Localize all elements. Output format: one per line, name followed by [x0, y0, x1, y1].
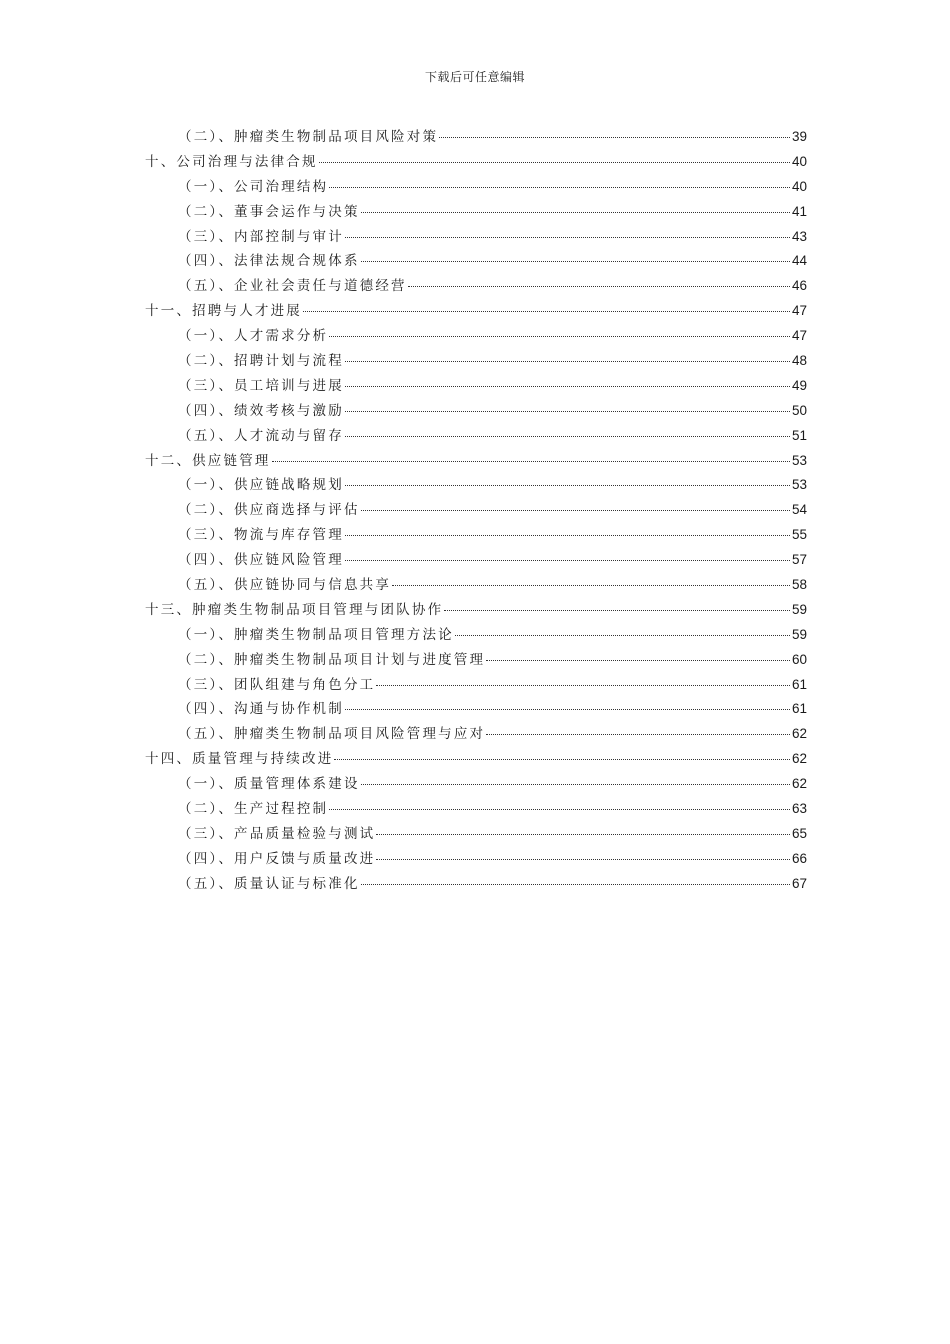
toc-section-entry[interactable]: [145, 673, 807, 698]
toc-page-number: 40: [791, 178, 807, 194]
toc-dot-leader: [319, 162, 790, 163]
toc-dot-leader: [376, 834, 790, 835]
toc-entry-title: 十、公司治理与法律合规: [145, 153, 318, 170]
toc-entry-title: （三）、物流与库存管理: [178, 527, 344, 544]
toc-section-entry[interactable]: [145, 399, 807, 424]
toc-dot-leader: [455, 635, 790, 636]
toc-page-number: 39: [791, 129, 807, 144]
toc-entry-title: （二）、生产过程控制: [178, 801, 329, 818]
toc-page-number: 57: [791, 552, 807, 568]
toc-dot-leader: [345, 485, 790, 486]
toc-page-number: 62: [791, 751, 807, 767]
toc-page-number: 47: [791, 303, 807, 319]
toc-entry-title: 十二、供应链管理: [145, 452, 271, 469]
toc-dot-leader: [361, 784, 790, 785]
toc-entry-title: （三）、团队组建与角色分工: [178, 676, 376, 693]
toc-section-entry[interactable]: [145, 548, 807, 573]
toc-entry-title: 十一、招聘与人才进展: [145, 303, 302, 320]
toc-dot-leader: [486, 660, 790, 661]
toc-entry-title: （五）、企业社会责任与道德经营: [178, 278, 407, 295]
toc-section-entry[interactable]: [145, 473, 807, 498]
toc-chapter-entry[interactable]: [145, 747, 807, 772]
toc-dot-leader: [345, 709, 790, 710]
toc-section-entry[interactable]: [145, 623, 807, 648]
toc-page-number: 58: [791, 577, 807, 593]
toc-entry-title: （四）、供应链风险管理: [178, 552, 344, 569]
toc-page-number: 61: [791, 701, 807, 717]
toc-page-number: 59: [791, 601, 807, 617]
toc-entry-title: （二）、招聘计划与流程: [178, 353, 344, 370]
page-header: 下载后可任意编辑: [424, 70, 525, 84]
toc-page-number: 53: [791, 477, 807, 493]
toc-section-entry[interactable]: [145, 249, 807, 274]
toc-dot-leader: [334, 759, 790, 760]
toc-dot-leader: [361, 212, 790, 213]
toc-entry-title: （三）、内部控制与审计: [178, 228, 344, 245]
toc-page-number: 63: [791, 801, 807, 817]
toc-entry-title: （一）、肿瘤类生物制品项目管理方法论: [178, 626, 454, 643]
toc-entry-title: （二）、董事会运作与决策: [178, 203, 360, 220]
toc-dot-leader: [361, 261, 790, 262]
toc-dot-leader: [345, 411, 790, 412]
toc-dot-leader: [408, 286, 790, 287]
toc-dot-leader: [376, 685, 790, 686]
toc-section-entry[interactable]: [145, 498, 807, 523]
toc-section-entry[interactable]: [145, 424, 807, 449]
toc-page-number: 55: [791, 527, 807, 543]
toc-section-entry[interactable]: [145, 175, 807, 200]
toc-dot-leader: [329, 187, 790, 188]
toc-entry-title: 十四、质量管理与持续改进: [145, 751, 334, 768]
toc-page-number: 66: [791, 850, 807, 866]
toc-chapter-entry[interactable]: [145, 449, 807, 474]
toc-section-entry[interactable]: [145, 523, 807, 548]
toc-page-number: 54: [791, 502, 807, 518]
toc-page-number: 47: [791, 328, 807, 344]
toc-dot-leader: [345, 237, 790, 238]
toc-page-number: 62: [791, 776, 807, 792]
toc-chapter-entry[interactable]: [145, 299, 807, 324]
toc-dot-leader: [345, 535, 790, 536]
toc-entry-title: （四）、法律法规合规体系: [178, 253, 360, 270]
toc-chapter-entry[interactable]: [145, 598, 807, 623]
toc-section-entry[interactable]: [145, 200, 807, 225]
toc-page-number: 60: [791, 651, 807, 667]
toc-entry-title: （一）、供应链战略规划: [178, 477, 344, 494]
toc-page-number: 65: [791, 825, 807, 841]
toc-page-number: 46: [791, 278, 807, 294]
toc-dot-leader: [345, 560, 790, 561]
toc-dot-leader: [345, 361, 790, 362]
toc-section-entry[interactable]: [145, 772, 807, 797]
toc-page-number: 48: [791, 353, 807, 369]
toc-entry-title: （五）、质量认证与标准化: [178, 875, 360, 892]
toc-page-number: 40: [791, 153, 807, 169]
toc-page-number: 43: [791, 228, 807, 244]
toc-section-entry[interactable]: [145, 872, 807, 897]
toc-dot-leader: [329, 809, 790, 810]
toc-dot-leader: [272, 461, 790, 462]
toc-dot-leader: [439, 137, 790, 138]
toc-section-entry[interactable]: [145, 697, 807, 722]
toc-entry-title: （一）、质量管理体系建设: [178, 776, 360, 793]
toc-section-entry[interactable]: [145, 374, 807, 399]
toc-section-entry[interactable]: [145, 324, 807, 349]
toc-section-entry[interactable]: [145, 847, 807, 872]
toc-entry-title: 十三、肿瘤类生物制品项目管理与团队协作: [145, 601, 444, 618]
toc-section-entry[interactable]: [145, 573, 807, 598]
toc-section-entry[interactable]: [145, 822, 807, 847]
toc-page-number: 44: [791, 253, 807, 269]
toc-entry-title: （一）、人才需求分析: [178, 328, 329, 345]
toc-page-number: 49: [791, 377, 807, 393]
toc-page-number: 50: [791, 402, 807, 418]
toc-entry-title: （三）、产品质量检验与测试: [178, 825, 376, 842]
toc-chapter-entry[interactable]: [145, 150, 807, 175]
toc-page-number: 41: [791, 203, 807, 219]
toc-dot-leader: [486, 734, 790, 735]
toc-entry-title: （三）、员工培训与进展: [178, 377, 344, 394]
toc-section-entry[interactable]: [145, 648, 807, 673]
toc-page-number: 62: [791, 726, 807, 742]
toc-dot-leader: [303, 311, 790, 312]
toc-section-entry[interactable]: [145, 225, 807, 250]
toc-entry-title: （四）、沟通与协作机制: [178, 701, 344, 718]
toc-page-number: 53: [791, 452, 807, 468]
toc-dot-leader: [361, 510, 790, 511]
toc-section-entry[interactable]: [145, 125, 807, 150]
toc-entry-title: （一）、公司治理结构: [178, 178, 329, 195]
toc-dot-leader: [329, 336, 790, 337]
toc-entry-title: （二）、供应商选择与评估: [178, 502, 360, 519]
toc-section-entry[interactable]: [145, 797, 807, 822]
toc-dot-leader: [345, 386, 790, 387]
toc-dot-leader: [392, 585, 790, 586]
toc-page-number: 67: [791, 875, 807, 891]
toc-dot-leader: [361, 884, 790, 885]
toc-entry-title: （四）、用户反馈与质量改进: [178, 850, 376, 867]
toc-section-entry[interactable]: [145, 274, 807, 299]
toc-section-entry[interactable]: [145, 722, 807, 747]
toc-dot-leader: [376, 859, 790, 860]
toc-entry-title: （二）、肿瘤类生物制品项目风险对策: [178, 129, 439, 145]
toc-entry-title: （五）、供应链协同与信息共享: [178, 577, 392, 594]
toc-dot-leader: [444, 610, 790, 611]
toc-section-entry[interactable]: [145, 349, 807, 374]
toc-entry-title: （五）、人才流动与留存: [178, 427, 344, 444]
toc-entry-title: （四）、绩效考核与激励: [178, 402, 344, 419]
table-of-contents: [145, 125, 807, 897]
toc-entry-title: （五）、肿瘤类生物制品项目风险管理与应对: [178, 726, 486, 743]
toc-page-number: 51: [791, 427, 807, 443]
toc-page-number: 61: [791, 676, 807, 692]
toc-dot-leader: [345, 436, 790, 437]
toc-page-number: 59: [791, 626, 807, 642]
toc-entry-title: （二）、肿瘤类生物制品项目计划与进度管理: [178, 651, 486, 668]
